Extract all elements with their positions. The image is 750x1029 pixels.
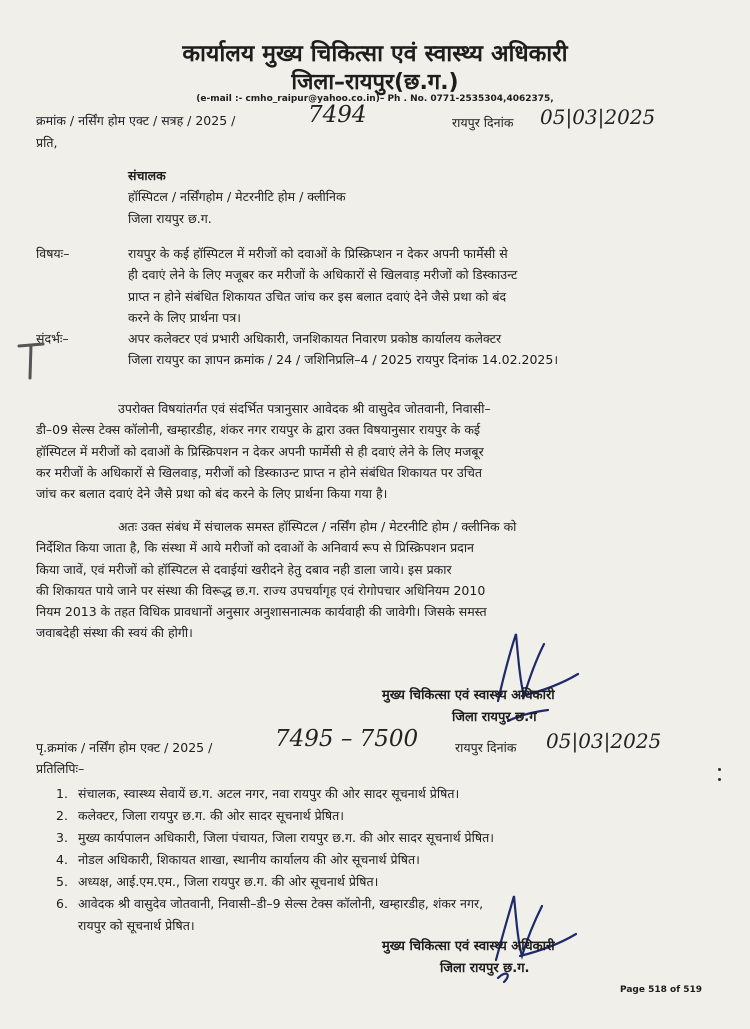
- addressee-title: संचालक: [128, 168, 166, 183]
- body-line: डी–09 सेल्स टेक्स कॉलोनी, खम्हारडीह, शंकर नगर रायपुर के द्वारा उक्त विषयानुसार रायपुर के कई: [36, 422, 481, 438]
- reference-note-text: [128, 328, 684, 371]
- body-line: नियम 2013 के तहत विधिक प्रावधानों अनुसार अनुशासनात्मक कार्यवाही की जावेगी। जिसके समस्त: [36, 604, 487, 620]
- body-line: हॉस्पिटल में मरीजों को दवाओं के प्रिस्क्रिपशन न देकर अपनी फार्मेसी से ही दवाएं लेने के लिए मजबूर: [36, 443, 484, 459]
- copy-to-item: 4. नोडल अधिकारी, शिकायत शाखा, स्थानीय कार्यालय की ओर सूचनार्थ प्रेषित।: [56, 852, 420, 867]
- margin-dot: [718, 778, 721, 781]
- body-line: निर्देशित किया जाता है, कि संस्था में आये मरीजों को दवाओं के अनिवार्य रूप से प्रिस्क्रिपशन प्रदान: [36, 540, 474, 556]
- signature-2-title: मुख्य चिकित्सा एवं स्वास्थ्य अधिकारी: [382, 939, 555, 954]
- reference-note-line: जिला रायपुर का ज्ञापन क्रमांक / 24 / जशिनिप्रलि–4 / 2025 रायपुर दिनांक 14.02.2025।: [128, 352, 559, 368]
- body-line: जांच कर बलात दवाएं देने जैसे प्रथा को बंद करने के लिए प्रार्थना किया गया है।: [36, 486, 388, 502]
- pin-mark: [16, 340, 46, 382]
- body-paragraph-1: [36, 398, 686, 504]
- endorsement-label: पृ.क्रमांक / नर्सिंग होम एक्ट / 2025 /: [36, 740, 213, 755]
- copy-to-item: 5. अध्यक्ष, आई.एम.एम., जिला रायपुर छ.ग. की ओर सूचनार्थ प्रेषित।: [56, 874, 379, 889]
- copy-to-label: प्रतिलिपिः–: [36, 761, 85, 776]
- signature-1-district: जिला रायपुर छ.ग: [452, 710, 537, 725]
- endorsement-date-handwritten: 05|03|2025: [546, 729, 662, 753]
- signature-2-district: जिला रायपुर छ.ग.: [440, 961, 530, 976]
- body-line: कर मरीजों के अधिकारों से खिलवाड़, मरीजों को डिस्काउन्ट प्राप्त न होने संबंधित शिकायत पर उचित: [36, 464, 483, 480]
- addressee-line: हॉस्पिटल / नर्सिंगहोम / मेटरनीटि होम / क्लीनिक: [128, 189, 346, 204]
- addressee-district: जिला रायपुर छ.ग.: [128, 211, 212, 226]
- subject-line: ही दवाएं लेने के लिए मजूबर कर मरीजों के अधिकारों से खिलवाड़ मरीजों को डिस्काउन्ट: [128, 267, 518, 283]
- body-line: की शिकायत पाये जाने पर संस्था की विरूद्ध छ.ग. राज्य उपचर्यागृह एवं रोगोपचार अधिनियम 2010: [36, 582, 486, 598]
- body-line: अतः उक्त संबंध में संचालक समस्त हॉस्पिटल / नर्सिंग होम / मेटरनीटि होम / क्लीनिक को: [118, 519, 517, 534]
- body-line: उपरोक्त विषयांतर्गत एवं संदर्भित पत्रानुसार आवेदक श्री वासुदेव जोतवानी, निवासी–: [118, 401, 491, 416]
- district-title: जिला–रायपुर(छ.ग.): [291, 70, 459, 95]
- margin-dot: [718, 768, 721, 771]
- contact-line: (e-mail :- cmho_raipur@yahoo.co.in)– Ph . No. 0771-2535304,4062375,: [196, 94, 554, 104]
- subject-line: रायपुर के कई हॉस्पिटल में मरीजों को दवाओं के प्रिस्क्रिप्शन न देकर अपनी फार्मेसी से: [128, 246, 508, 261]
- body-line: जवाबदेही संस्था की स्वयं की होगी।: [36, 625, 193, 641]
- reference-note-label: संदर्भः–: [36, 331, 69, 346]
- reference-note-line: अपर कलेक्टर एवं प्रभारी अधिकारी, जनशिकायत निवारण प्रकोष्ठ कार्यालय कलेक्टर: [128, 331, 502, 346]
- body-line: किया जावें, एवं मरीजों को हॉस्पिटल से दवाईयां खरीदने हेतु दबाव नही डाला जाये। इस प्रकार: [36, 561, 452, 577]
- reference-label: क्रमांक / नर्सिंग होम एक्ट / सत्रह / 2025 /: [36, 113, 236, 128]
- body-paragraph-2: [36, 516, 686, 644]
- city-date-label: रायपुर दिनांक: [452, 115, 514, 130]
- subject-text: [128, 243, 684, 328]
- reference-number-handwritten: 7494: [308, 102, 367, 128]
- endorsement-city-date-label: रायपुर दिनांक: [455, 740, 517, 755]
- date-handwritten: 05|03|2025: [540, 105, 656, 129]
- signature-1-title: मुख्य चिकित्सा एवं स्वास्थ्य अधिकारी: [382, 688, 555, 703]
- copy-to-item: 2. कलेक्टर, जिला रायपुर छ.ग. की ओर सादर सूचनार्थ प्रेषित।: [56, 808, 345, 823]
- subject-label: विषयः–: [36, 246, 70, 261]
- endorsement-number-handwritten: 7495 – 7500: [275, 726, 419, 752]
- copy-to-item-continuation: रायपुर को सूचनार्थ प्रेषित।: [78, 918, 195, 933]
- subject-line: प्राप्त न होने संबंधित शिकायत उचित जांच कर इस बलात दवाएं देने जैसे प्रथा को बंद: [128, 288, 507, 304]
- prati-label: प्रति,: [36, 135, 58, 150]
- subject-line: करने के लिए प्रार्थना पत्र।: [128, 309, 242, 325]
- copy-to-item: 6. आवेदक श्री वासुदेव जोतवानी, निवासी–डी–9 सेल्स टेक्स कॉलोनी, खम्हारडीह, शंकर नगर,: [56, 896, 484, 911]
- office-title: कार्यालय मुख्य चिकित्सा एवं स्वास्थ्य अधिकारी: [182, 41, 568, 67]
- page-number: Page 518 of 519: [620, 985, 703, 995]
- copy-to-item: 1. संचालक, स्वास्थ्य सेवायें छ.ग. अटल नगर, नवा रायपुर की ओर सादर सूचनार्थ प्रेषित।: [56, 786, 460, 801]
- copy-to-item: 3. मुख्य कार्यपालन अधिकारी, जिला पंचायत, जिला रायपुर छ.ग. की ओर सादर सूचनार्थ प्रेषित।: [56, 830, 494, 845]
